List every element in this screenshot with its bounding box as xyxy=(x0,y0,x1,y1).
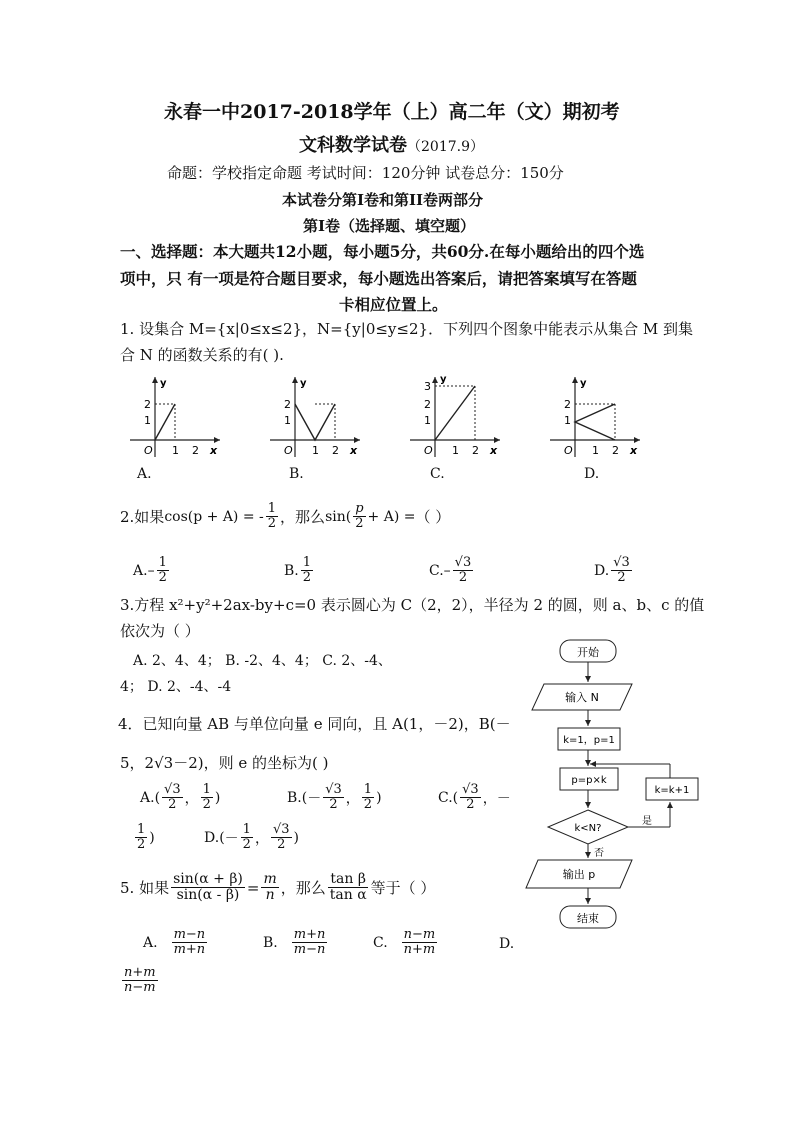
q4-opt-d-label: D. xyxy=(204,829,220,846)
q4-opt-b-label: B. xyxy=(287,789,302,806)
q5-frac3-den: tan α xyxy=(329,887,367,904)
q2-p-num: p xyxy=(355,501,364,516)
q5-frac2-num: m xyxy=(263,871,277,887)
q5-stem-a: 5. 如果 xyxy=(120,879,170,898)
graph-b-xaxis: x xyxy=(350,444,358,457)
graph-a-x1: 1 xyxy=(172,444,179,457)
q1-line1: 1. 设集合 M={x|0≤x≤2}，N={y|0≤y≤2}．下列四个图象中能表示从集合 M 到集 xyxy=(120,320,693,338)
q2-half-den: 2 xyxy=(267,516,277,532)
q4-opt-a-comma: ， xyxy=(184,790,199,807)
q1-label-b: B. xyxy=(289,466,304,482)
q4-opt-d-minus: － xyxy=(224,830,239,847)
q5-opt-c-label: C. xyxy=(373,934,388,951)
section1-line1: 一、选择题：本大题共12小题，每小题5分，共60分.在每小题给出的四个选 xyxy=(120,242,645,261)
q4-opt-b-f2-den: 2 xyxy=(363,797,373,813)
graph-a-y2: 2 xyxy=(144,398,151,411)
q4-opt-a: A. ( $\frac{√3}{2}$ ， $\frac{1}{2}$ ) xyxy=(140,782,221,813)
graph-d xyxy=(550,377,640,457)
q2-stem-b: ，那么 xyxy=(280,508,326,527)
fc-input: 输入 N xyxy=(565,691,599,704)
q2-sin-expr: sin( xyxy=(325,508,352,525)
q2-opt-c-minus: – xyxy=(443,562,451,579)
graph-c-origin: O xyxy=(424,444,433,457)
q4-opt-c: C. ( $\frac{√3}{2}$ ， － xyxy=(438,782,511,813)
q2-opt-c xyxy=(429,556,475,586)
q5-frac3-num: tan β xyxy=(330,871,366,887)
q4-opt-d-f2-num: √3 xyxy=(272,822,290,837)
q2-opt-a-label: A. xyxy=(133,562,148,579)
q5-opt-c xyxy=(373,928,439,958)
fc-calc: p=p×k xyxy=(571,775,607,786)
q4-opt-b-minus: － xyxy=(307,790,322,807)
part-title: 第I卷（选择题、填空题） xyxy=(303,217,476,235)
q5-opt-d-label: D. xyxy=(499,936,515,952)
q5-stem-b: ，那么 xyxy=(280,879,326,898)
graph-c-y3: 3 xyxy=(424,380,431,393)
q5-frac1-den: sin(α - β) xyxy=(176,887,240,904)
fc-init: k=1，p=1 xyxy=(563,735,615,746)
graph-b-y1: 1 xyxy=(284,414,291,427)
graph-c-x1: 1 xyxy=(452,444,459,457)
fc-output: 输出 p xyxy=(562,868,596,881)
graph-d-y2: 2 xyxy=(564,398,571,411)
q2-opt-b-num: 1 xyxy=(302,555,312,570)
q1-line2: 合 N 的函数关系的有( ). xyxy=(120,346,284,364)
exam-note: 本试卷分第I卷和第II卷两部分 xyxy=(282,191,484,209)
q4-opt-c-comma: ， xyxy=(482,790,497,807)
fc-no: 否 xyxy=(594,848,604,859)
q1-label-d: D. xyxy=(584,466,600,482)
exam-info: 命题：学校指定命题 考试时间：120分钟 试卷总分：150分 xyxy=(167,164,564,182)
flowchart xyxy=(520,632,720,932)
section1-line3: 卡相应位置上。 xyxy=(339,295,448,314)
q5-frac2 xyxy=(261,872,278,904)
q1-label-c: C. xyxy=(430,466,445,482)
graph-d-y1: 1 xyxy=(564,414,571,427)
q4-opt-a-frac2 xyxy=(201,783,213,813)
graph-b-y2: 2 xyxy=(284,398,291,411)
q4-opt-d-frac2 xyxy=(271,823,292,853)
q4-opt-c-minus: － xyxy=(496,790,511,807)
q5-opt-c-num: n−m xyxy=(403,927,436,942)
q4-opt-d-f2-den: 2 xyxy=(277,837,286,853)
q4-opt-a-f2-num: 1 xyxy=(202,782,211,797)
q4-opt-b: B. ( － $\frac{√3}{2}$ ， $\frac{1}{2}$ ) xyxy=(287,782,382,813)
q2-opt-a-num: 1 xyxy=(158,555,167,570)
q4-opt-c-f2-den: 2 xyxy=(137,837,146,853)
q2-opt-a-frac xyxy=(157,556,169,586)
q4-line1: 4．已知向量 AB 与单位向量 e 同向，且 A(1，－2)，B(－ xyxy=(118,715,511,733)
graph-d-origin: O xyxy=(564,444,573,457)
q2-stem xyxy=(120,502,450,532)
q3-line3: A. 2、4、4； B. -2、4、4； C. 2、-4、 xyxy=(133,653,392,669)
q2-opt-b-den: 2 xyxy=(302,570,312,586)
q2-opt-a-minus: – xyxy=(147,562,155,579)
graph-d-x2: 2 xyxy=(612,444,619,457)
q5-frac1 xyxy=(171,872,245,904)
q1-label-a: A. xyxy=(137,466,152,482)
section1-line2: 项中，只 有一项是符合题目要求，每小题选出答案后，请把答案填写在答题 xyxy=(120,269,637,288)
q5-opt-c-den: n+m xyxy=(403,942,436,958)
q5-opt-c-frac xyxy=(402,928,438,958)
graph-a-xaxis: x xyxy=(210,444,218,457)
q2-half-frac xyxy=(266,502,278,532)
q2-opt-d xyxy=(594,556,634,586)
q3-line4: 4； D. 2、-4、-4 xyxy=(120,679,232,695)
graph-b-x2: 2 xyxy=(332,444,339,457)
exam-title: 永春一中2017-2018学年（上）高二年（文）期初考 xyxy=(164,101,620,123)
q5-frac3 xyxy=(328,872,369,904)
q4-opt-c-f2-num: 1 xyxy=(137,822,146,837)
graph-a-y1: 1 xyxy=(144,414,151,427)
q5-opt-b-label: B. xyxy=(263,934,278,951)
q5-opt-d-num: n+m xyxy=(124,965,156,980)
q4-opt-d: D. ( － $\frac{1}{2}$ ， $\frac{√3}{2}$ ) xyxy=(204,822,299,853)
exam-subtitle-line xyxy=(299,131,484,157)
q2-opt-c-label: C. xyxy=(429,562,444,579)
q5-opt-b-den: m−n xyxy=(293,942,326,958)
graph-b-yaxis: y xyxy=(300,378,307,389)
q4-opt-c-cont: $\frac{1}{2}$ ) xyxy=(137,822,155,853)
fc-incr: k=k+1 xyxy=(654,785,690,796)
q1-graphs xyxy=(120,372,680,462)
q4-opt-c-f1-num: √3 xyxy=(462,782,479,797)
q5-opt-a-label: A. xyxy=(143,934,158,951)
graph-b-x1: 1 xyxy=(312,444,319,457)
q2-opt-d-label: D. xyxy=(594,562,610,579)
fc-end: 结束 xyxy=(577,912,599,925)
q4-opt-b-frac1 xyxy=(323,783,344,813)
q5-opt-b-num: m+n xyxy=(293,927,326,942)
q4-opt-d-comma: ， xyxy=(254,830,269,847)
q4-opt-a-f1-den: 2 xyxy=(168,797,177,813)
q5-opt-a-num: m−n xyxy=(173,927,206,942)
graph-a xyxy=(130,377,220,457)
q2-opt-d-num: √3 xyxy=(613,555,630,570)
graph-d-yaxis: y xyxy=(580,378,587,389)
q4-opt-a-f2-den: 2 xyxy=(202,797,211,813)
q5-stem-c: 等于（ ） xyxy=(370,879,436,898)
q4-opt-c-f1-den: 2 xyxy=(466,797,475,813)
q4-opt-d-f1-num: 1 xyxy=(242,822,251,837)
graph-a-x2: 2 xyxy=(192,444,199,457)
q2-opt-c-den: 2 xyxy=(458,570,468,586)
q3-line1: 3.方程 x²+y²+2ax-by+c=0 表示圆心为 C（2，2），半径为 2 的圆，则 a、b、c 的值 xyxy=(120,596,705,614)
fc-yes: 是 xyxy=(642,816,652,827)
graph-c xyxy=(410,374,500,457)
q2-p-frac xyxy=(353,502,365,532)
q5-opt-a xyxy=(143,928,209,958)
q2-p-den: 2 xyxy=(355,516,364,532)
fc-cond: k<N? xyxy=(574,823,602,834)
q4-opt-a-frac1 xyxy=(162,783,183,813)
graph-a-yaxis: y xyxy=(160,378,167,389)
exam-date: （2017.9） xyxy=(407,139,484,155)
q2-opt-a-den: 2 xyxy=(158,570,167,586)
q4-opt-b-comma: ， xyxy=(345,790,360,807)
graph-d-xaxis: x xyxy=(630,444,638,457)
q5-opt-d xyxy=(120,966,160,996)
graph-c-yaxis: y xyxy=(440,374,447,385)
q2-stem-a: 2.如果 xyxy=(120,508,165,527)
fc-start: 开始 xyxy=(577,646,599,659)
q4-line2: 5，2√3－2)，则 e 的坐标为( ) xyxy=(120,754,329,772)
q2-sin-tail: + A) = xyxy=(367,508,416,525)
q2-opt-b-label: B. xyxy=(284,562,299,579)
graph-c-y1: 1 xyxy=(424,414,431,427)
q2-cos-expr: cos(p + A) = - xyxy=(164,508,264,525)
graph-c-xaxis: x xyxy=(490,444,498,457)
q4-opt-d-f1-den: 2 xyxy=(242,837,251,853)
q5-frac2-den: n xyxy=(265,887,275,904)
graph-a-origin: O xyxy=(144,444,153,457)
q4-opt-a-f1-num: √3 xyxy=(164,782,181,797)
q4-opt-a-label: A. xyxy=(140,789,155,806)
exam-subtitle: 文科数学试卷 xyxy=(299,135,407,156)
q4-opt-c-frac1 xyxy=(460,783,481,813)
q4-opt-d-frac1 xyxy=(241,823,253,853)
q5-opt-a-frac xyxy=(172,928,208,958)
q2-opt-d-den: 2 xyxy=(617,570,626,586)
q4-opt-c-frac2 xyxy=(135,823,147,853)
graph-b xyxy=(270,377,360,457)
q5-opt-d-den: n−m xyxy=(124,980,156,996)
q2-opt-a xyxy=(133,556,171,586)
graph-b-origin: O xyxy=(284,444,293,457)
graph-c-y2: 2 xyxy=(424,398,431,411)
q2-opt-d-frac xyxy=(611,556,632,586)
q4-opt-b-f2-num: 1 xyxy=(363,782,373,797)
q5-stem xyxy=(120,872,435,904)
q2-half-num: 1 xyxy=(267,501,277,516)
q2-blank: （ ） xyxy=(415,508,451,527)
q2-opt-c-num: √3 xyxy=(454,555,472,570)
graph-d-x1: 1 xyxy=(592,444,599,457)
q2-opt-c-frac xyxy=(453,556,474,586)
q5-opt-b xyxy=(263,928,329,958)
q4-opt-c-label: C. xyxy=(438,789,453,806)
q2-opt-b-frac xyxy=(301,556,313,586)
q4-opt-b-f1-num: √3 xyxy=(325,782,342,797)
q4-opt-b-f1-den: 2 xyxy=(329,797,338,813)
q2-opt-b xyxy=(284,556,315,586)
q5-opt-b-frac xyxy=(292,928,328,958)
q5-frac1-num: sin(α + β) xyxy=(173,871,243,887)
q5-opt-a-den: m+n xyxy=(173,942,206,958)
q5-opt-d-frac xyxy=(122,966,158,996)
q3-line2: 依次为（ ） xyxy=(120,622,200,640)
q4-opt-b-frac2 xyxy=(362,783,374,813)
q5-eq: = xyxy=(246,878,260,897)
graph-c-x2: 2 xyxy=(472,444,479,457)
